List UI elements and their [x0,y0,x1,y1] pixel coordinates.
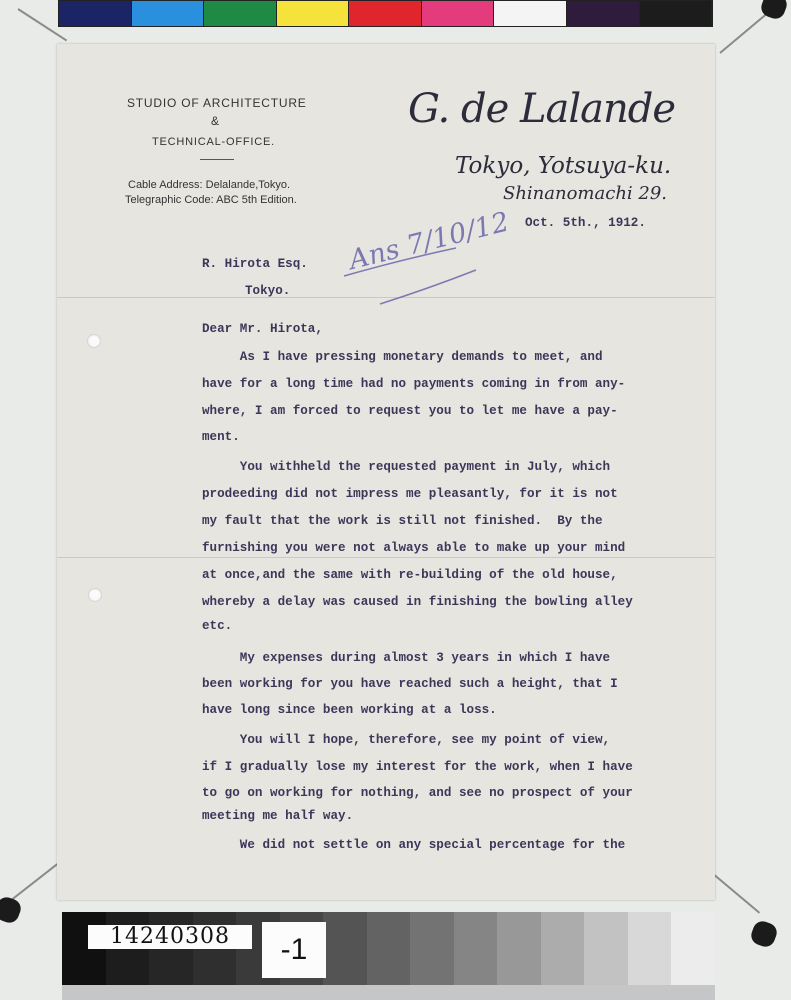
gray-patch [671,912,715,985]
color-swatch [567,1,640,26]
handwritten-annotation [340,206,513,310]
body-line: my fault that the work is still not finished. By the [202,514,603,528]
letterhead-address-line2: Shinanomachi 29. [503,183,668,204]
body-line: if I gradually lose my interest for the work, when I have [202,760,633,774]
recipient-city: Tokyo. [245,284,291,298]
pin-needle-top-right [719,14,766,54]
body-line: whereby a delay was caused in finishing the bowling alley [202,595,633,609]
pin-head-bottom-right [749,919,780,950]
body-line: meeting me half way. [202,809,354,823]
color-swatch [204,1,277,26]
color-swatch [494,1,567,26]
gray-patch [584,912,628,985]
letterhead-name: G. de Lalande [408,86,676,132]
gray-patch [497,912,541,985]
gray-patch [323,912,367,985]
letter-date: Oct. 5th., 1912. [525,216,646,230]
body-line: We did not settle on any special percentage for the [202,838,626,852]
body-line: at once,and the same with re-building of the old house, [202,568,618,582]
gray-patch [367,912,411,985]
recipient-name: R. Hirota Esq. [202,257,308,271]
fold-line-lower [57,557,715,558]
color-swatch [349,1,422,26]
punch-hole-lower [88,588,102,602]
color-swatch [59,1,132,26]
color-swatch [640,1,713,26]
color-swatch [277,1,350,26]
pin-head-top-right [759,0,790,21]
bottom-band [62,985,715,1000]
salutation: Dear Mr. Hirota, [202,322,323,336]
body-line: You withheld the requested payment in July, which [202,460,611,474]
body-line: You will I hope, therefore, see my point of view, [202,733,611,747]
letterhead-rule [200,159,234,160]
color-swatch [422,1,495,26]
body-line: been working for you have reached such a height, that I [202,677,618,691]
color-swatch [132,1,205,26]
punch-hole-upper [87,334,101,348]
body-line: have long since been working at a loss. [202,703,497,717]
body-line: etc. [202,619,233,633]
pin-head-bottom-left [0,895,23,926]
gray-patch [541,912,585,985]
letterhead-ampersand: & [211,114,220,128]
pin-needle-bottom-left [9,863,58,902]
annotation-text: Ans 7/10/12 [346,206,513,277]
gray-patch [628,912,672,985]
color-calibration-strip [58,0,713,27]
body-line: As I have pressing monetary demands to meet, and [202,350,603,364]
body-line: furnishing you were not always able to make up your mind [202,541,626,555]
letterhead-cable-address: Cable Address: Delalande,Tokyo. [128,179,291,191]
letterhead-studio: STUDIO OF ARCHITECTURE [127,96,307,110]
body-line: to go on working for nothing, and see no prospect of your [202,786,633,800]
body-line: prodeeding did not impress me pleasantly, for it is not [202,487,618,501]
body-line: ment. [202,430,240,444]
gray-patch [410,912,454,985]
letterhead-technical-office: TECHNICAL-OFFICE. [152,136,275,148]
letterhead-address-line1: Tokyo, Yotsuya-ku. [455,153,672,179]
body-line: where, I am forced to request you to let me have a pay- [202,404,618,418]
pin-needle-bottom-right [711,872,760,913]
accession-number-label: 14240308 [88,925,252,949]
body-line: have for a long time had no payments coming in from any- [202,377,626,391]
body-line: My expenses during almost 3 years in which I have [202,651,611,665]
gray-patch [454,912,498,985]
letterhead-telegraphic-code: Telegraphic Code: ABC 5th Edition. [125,194,297,206]
sheet-number-label: -1 [262,922,326,978]
